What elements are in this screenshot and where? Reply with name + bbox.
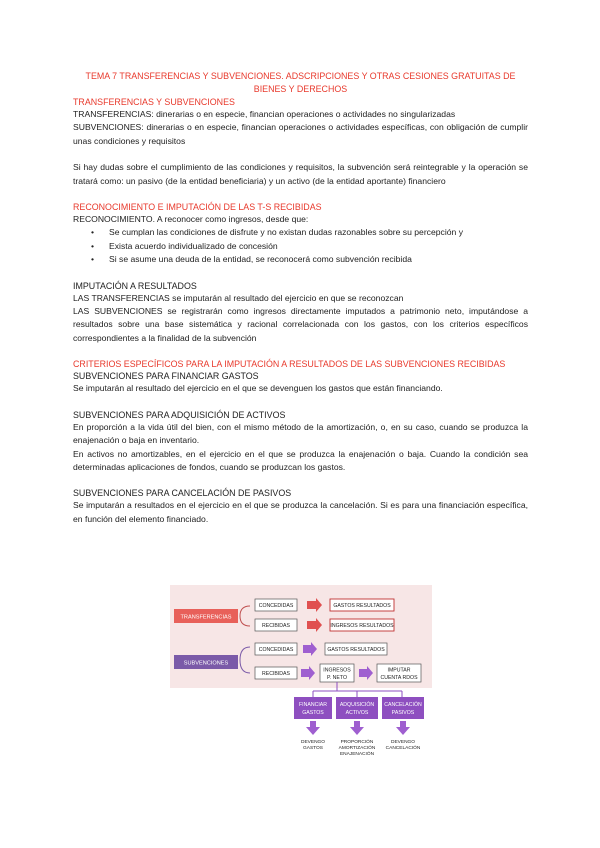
paragraph-financiar-gastos: Se imputarán al resultado del ejercicio en el que se devenguen los gastos que están financiando. <box>73 383 443 394</box>
financiar-gastos-label-2: GASTOS <box>302 710 324 716</box>
output-devengo-gastos-1: DEVENGO <box>301 740 325 745</box>
section-heading-transferencias: TRANSFERENCIAS Y SUBVENCIONES <box>73 97 235 107</box>
cancelacion-pasivos-label-1: CANCELACIÓN <box>384 702 422 708</box>
text-transferencias: dinerarias o en especie, financian operaciones o actividades no singularizadas <box>153 109 456 119</box>
s-gastos-label: GASTOS RESULTADOS <box>327 647 385 653</box>
arrow-down-icon <box>350 721 364 735</box>
text-subvenciones: dinerarias o en especie, financian operaciones o actividades específicas, con obligación de cumplir unas condiciones y requisitos <box>73 122 528 146</box>
label-las-subvenciones: LAS SUBVENCIONES <box>73 306 163 317</box>
text-las-subvenciones: se registrarán como ingresos directamente imputados a patrimonio neto, imputándose a resultados sobre una base sistemática y racional correlacionada con los gastos, con los criterios específicos correspondientes a la finalidad de la subvención <box>73 306 529 343</box>
title-line-2: BIENES Y DERECHOS <box>253 84 348 94</box>
arrow-down-icon <box>396 721 410 735</box>
transferencias-label: TRANSFERENCIAS <box>180 614 232 621</box>
arrow-down-icon <box>306 721 320 735</box>
text-reconocimiento: A reconocer como ingresos, desde que: <box>154 214 309 225</box>
subheading-cancelacion-pasivos: SUBVENCIONES PARA CANCELACIÓN DE PASIVOS <box>73 488 292 499</box>
s-imputar-label-1: IMPUTAR <box>387 667 411 674</box>
paragraph-dudas: Si hay dudas sobre el cumplimiento de las condiciones y requisitos, la subvención será reintegrable y la operación se tratará como: un pasivo (de la entidad beneficiaria) y un activo (de la entidad aportante) financiero <box>73 162 528 186</box>
output-proporcion-2: AMORTIZACIÓN <box>338 746 376 751</box>
s-recibidas-label: RECIBIDAS <box>262 671 290 677</box>
paragraph-subvenciones <box>73 121 528 148</box>
document-content <box>73 70 528 526</box>
paragraph-adquisicion-activos-1: En proporción a la vida útil del bien, con el mismo método de la amortización, o, en su caso, cuando se produzca la enajenación o baja en inventario. <box>73 421 528 446</box>
paragraph-imputacion-subvenciones <box>73 305 528 345</box>
section-heading-imputacion: IMPUTACIÓN A RESULTADOS <box>73 280 197 291</box>
financiar-gastos-label-1: FINANCIAR <box>299 702 327 708</box>
label-las-transferencias: LAS TRANSFERENCIAS <box>73 292 170 303</box>
adquisicion-activos-label-2: ACTIVOS <box>345 710 369 716</box>
list-item: • Exista acuerdo individualizado de concesión <box>109 240 528 253</box>
s-ingresos-label-2: P. NETO <box>327 675 347 681</box>
t-concedidas-label: CONCEDIDAS <box>258 603 294 609</box>
output-proporcion-3: ENAJENACIÓN <box>339 752 375 757</box>
section-heading-criterios: CRITERIOS ESPECÍFICOS PARA LA IMPUTACIÓN A RESULTADOS DE LAS SUBVENCIONES RECIBIDAS <box>73 359 506 370</box>
t-gastos-label: GASTOS RESULTADOS <box>333 603 391 609</box>
output-devengo-gastos-2: GASTOS <box>303 746 323 751</box>
t-recibidas-label: RECIBIDAS <box>262 623 290 629</box>
text-las-transferencias: se imputarán al resultado del ejercicio en que se reconozcan <box>169 292 404 303</box>
bullet-list <box>73 226 528 266</box>
paragraph-transferencias <box>73 108 528 121</box>
section-heading-reconocimiento: RECONOCIMIENTO E IMPUTACIÓN DE LAS T-S RECIBIDAS <box>73 202 322 213</box>
subheading-adquisicion-activos: SUBVENCIONES PARA ADQUISICIÓN DE ACTIVOS <box>73 409 286 420</box>
label-subvenciones: SUBVENCIONES: <box>73 122 144 133</box>
cancelacion-pasivos-label-2: PASIVOS <box>391 710 415 716</box>
t-ingresos-label: INGRESOS RESULTADOS <box>330 623 394 629</box>
diagram-svg <box>170 585 432 760</box>
list-item: • Si se asume una deuda de la entidad, se reconocerá como subvención recibida <box>109 253 528 266</box>
output-proporcion-1: PROPORCIÓN <box>340 740 374 745</box>
paragraph-reconocimiento <box>73 213 528 226</box>
adquisicion-activos-label-1: ADQUISICIÓN <box>339 702 375 708</box>
subvenciones-label: SUBVENCIONES <box>183 660 229 667</box>
label-reconocimiento: RECONOCIMIENTO. <box>73 214 155 225</box>
output-devengo-cancelacion-1: DEVENGO <box>391 740 415 745</box>
s-ingresos-label-1: INGRESOS <box>323 667 351 674</box>
paragraph-cancelacion-pasivos: Se imputarán a resultados en el ejercicio en el que se produzca la cancelación. Si es para una financiación específica, en función del elemento financiado. <box>73 500 528 524</box>
s-concedidas-label: CONCEDIDAS <box>258 647 294 653</box>
title-line-1: TEMA 7 TRANSFERENCIAS Y SUBVENCIONES. ADSCRIPCIONES Y OTRAS CESIONES GRATUITAS DE <box>85 71 516 81</box>
list-item: • Se cumplan las condiciones de disfrute y no existan dudas razonables sobre su percepción y <box>109 226 528 239</box>
subheading-financiar-gastos: SUBVENCIONES PARA FINANCIAR GASTOS <box>73 371 259 382</box>
s-imputar-label-2: CUENTA RDOS <box>380 675 418 681</box>
paragraph-imputacion-transferencias <box>73 292 528 305</box>
output-devengo-cancelacion-2: CANCELACIÓN <box>385 746 421 751</box>
concept-diagram <box>170 585 432 760</box>
document-title <box>73 70 528 96</box>
paragraph-adquisicion-activos-2: En activos no amortizables, en el ejercicio en el que se produzca la enajenación o baja. Cuando la condición sea determinadas aplicaciones de fondos, cuando se produzcan los gastos. <box>73 448 528 472</box>
label-transferencias: TRANSFERENCIAS: <box>73 109 154 119</box>
